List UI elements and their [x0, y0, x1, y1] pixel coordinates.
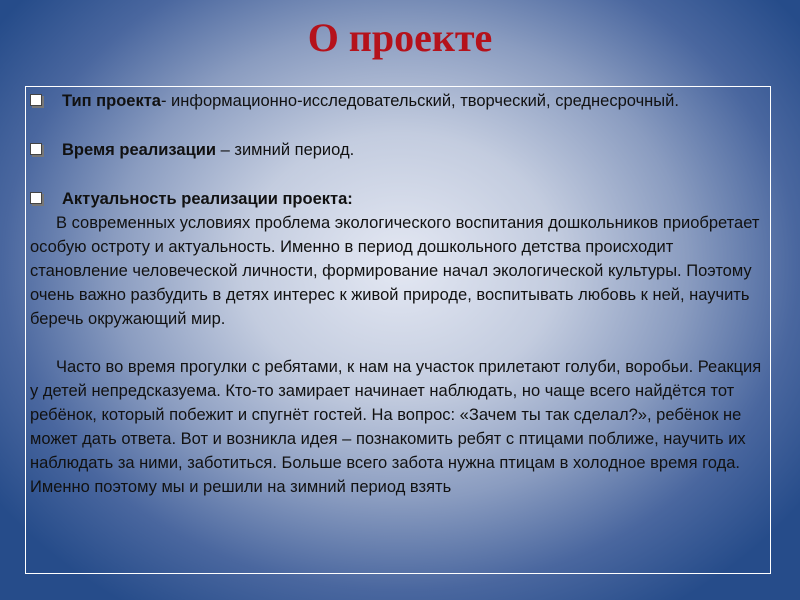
bullet-text: – зимний период. — [216, 141, 355, 159]
bullet-project-type — [30, 89, 762, 113]
bullet-label: Время реализации — [62, 141, 217, 159]
checkbox-bullet-icon — [30, 94, 42, 106]
bullet-relevance — [30, 187, 762, 211]
idea-paragraph: Часто во время прогулки с ребятами, к нам на участок прилетают голуби, воробьи. Реакция у детей непредсказуема. Кто-то замирает начинает наблюдать, но чаще всего найдётся тот ребёнок, который побежит и спугнёт гостей. На вопрос: «Зачем ты так сделал?», ребёнок не может дать ответа. Вот и возникла идея – познакомить ребят с птицами поближе, научить их наблюдать за ними, заботиться. Больше всего забота нужна птицам в холодное время года. Именно поэтому мы и решили на зимний период взять — [30, 358, 762, 496]
checkbox-bullet-icon — [30, 143, 42, 155]
checkbox-bullet-icon — [30, 192, 42, 204]
relevance-paragraph: В современных условиях проблема экологического воспитания дошкольников приобретает особую остроту и актуальность. Именно в период дошкольного детства происходит становление человеческой личности, формирование начал экологической культуры. Поэтому очень важно разбудить в детях интерес к живой природе, воспитывать любовь к ней, научить беречь окружающий мир. — [30, 214, 760, 328]
bullet-implementation-time — [30, 138, 762, 162]
bullet-label: Актуальность реализации проекта — [62, 190, 348, 208]
content-frame — [25, 86, 771, 574]
bullet-text: : — [347, 190, 353, 208]
page-title: О проекте — [307, 15, 493, 60]
bullet-label: Тип проекта — [62, 92, 161, 110]
content-body — [30, 89, 762, 499]
bullet-text: - информационно-исследовательский, творческий, среднесрочный. — [160, 92, 679, 110]
